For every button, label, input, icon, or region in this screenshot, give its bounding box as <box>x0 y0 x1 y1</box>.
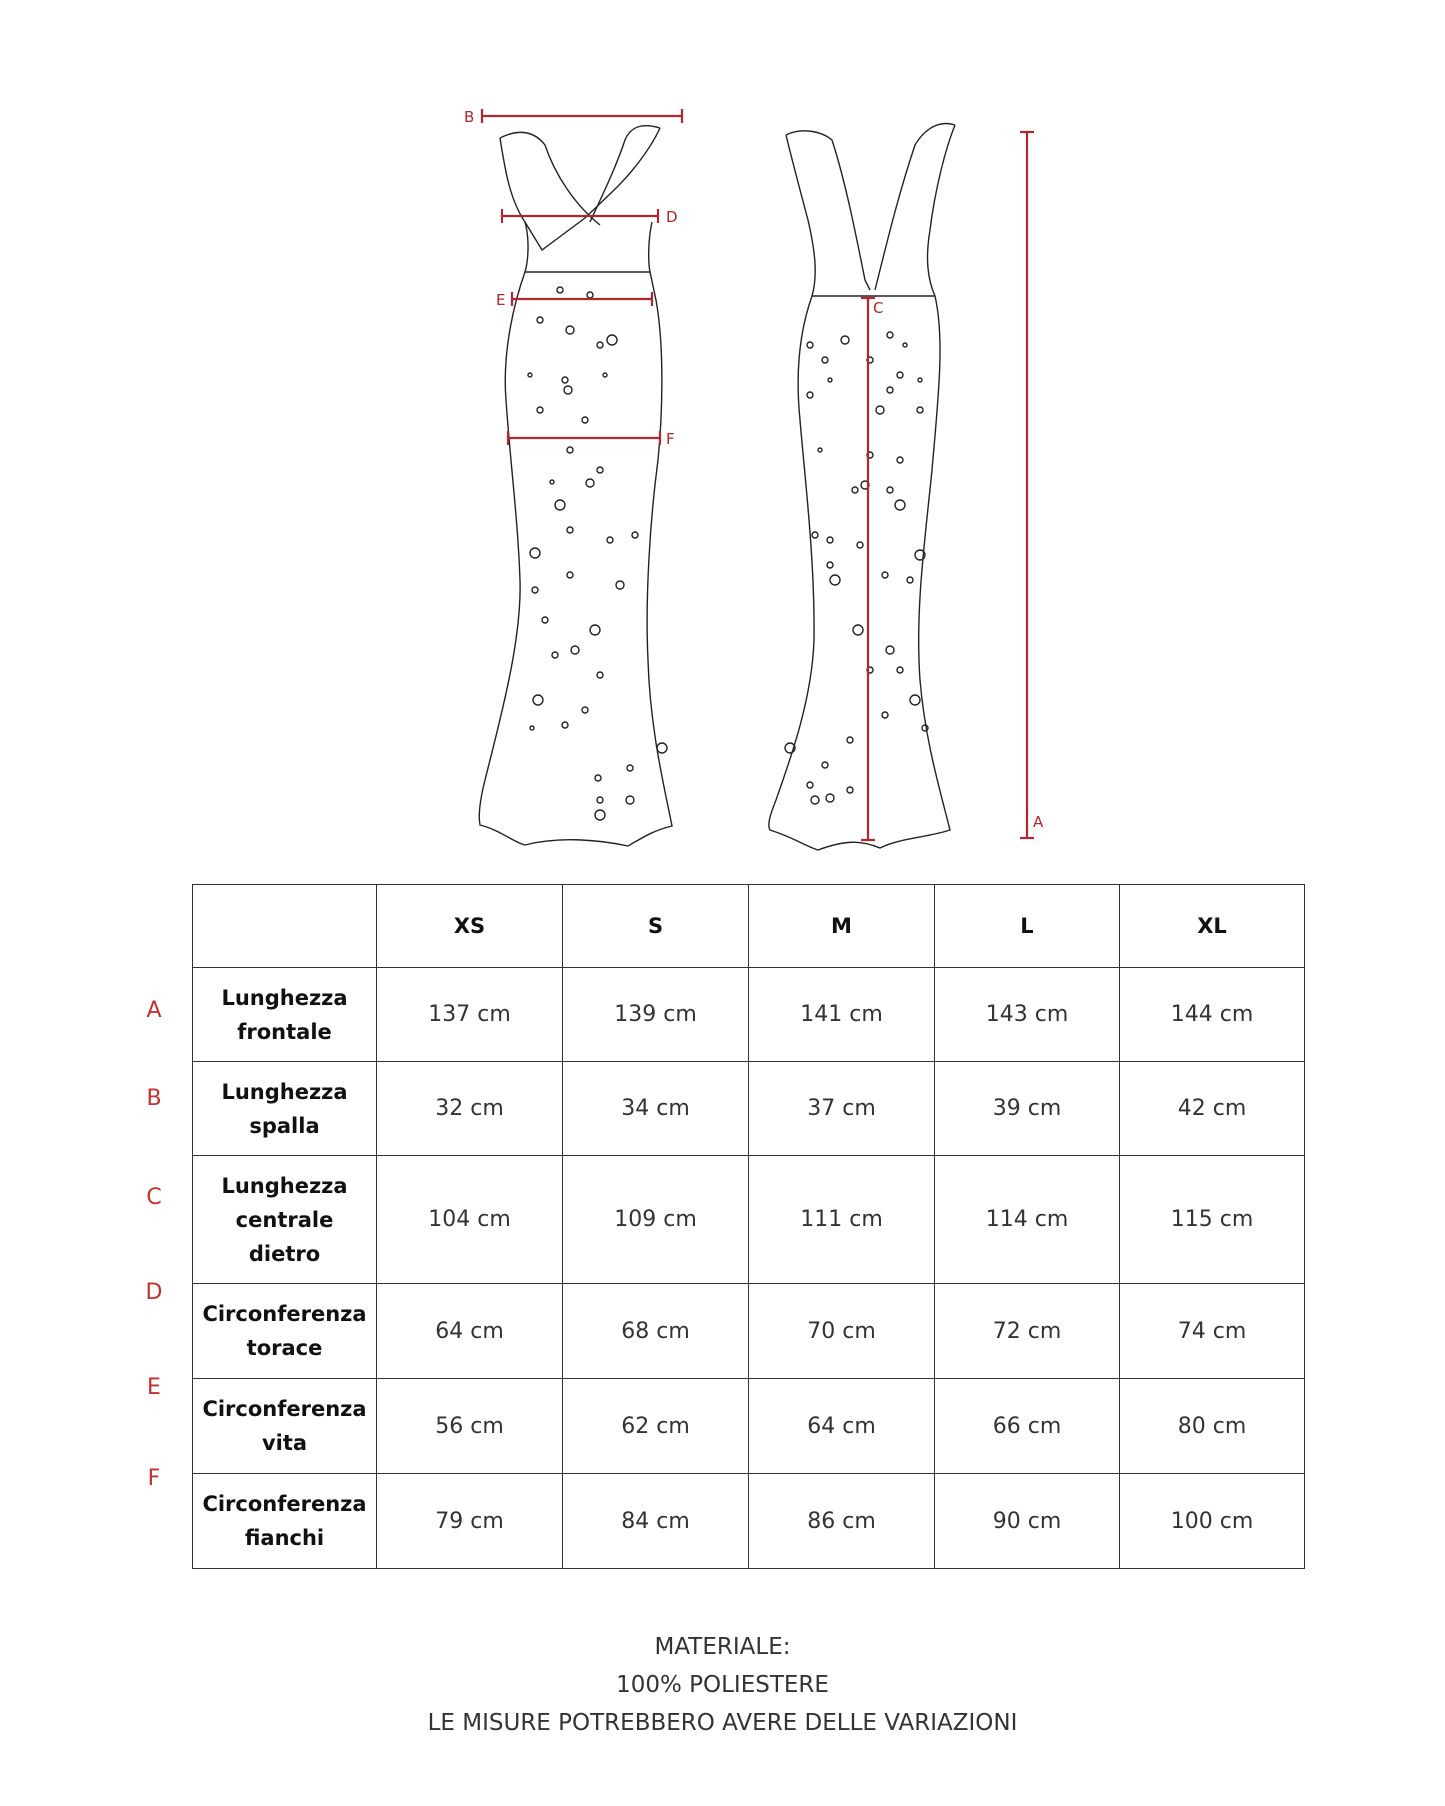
material-note <box>0 1628 1445 1742</box>
size-header: L <box>935 885 1120 968</box>
table-row <box>193 1062 1305 1156</box>
dress-front-outline <box>479 126 672 846</box>
table-cell: 37 cm <box>749 1062 935 1156</box>
table-cell: 115 cm <box>1120 1156 1305 1284</box>
label-a: A <box>1033 813 1044 831</box>
table-cell: 74 cm <box>1120 1284 1305 1379</box>
table-cell: 104 cm <box>377 1156 563 1284</box>
table-cell: 64 cm <box>377 1284 563 1379</box>
size-header: XS <box>377 885 563 968</box>
table-cell: 100 cm <box>1120 1474 1305 1569</box>
table-cell: 141 cm <box>749 968 935 1062</box>
table-row <box>193 1156 1305 1284</box>
size-header: S <box>563 885 749 968</box>
table-cell: 111 cm <box>749 1156 935 1284</box>
table-cell: 72 cm <box>935 1284 1120 1379</box>
row-marker-a: A <box>146 998 162 1023</box>
table-cell: 86 cm <box>749 1474 935 1569</box>
table-cell: 68 cm <box>563 1284 749 1379</box>
row-marker-b: B <box>146 1086 162 1111</box>
size-header: XL <box>1120 885 1305 968</box>
table-cell: 90 cm <box>935 1474 1120 1569</box>
table-header-row <box>193 885 1305 968</box>
row-label: Lunghezza centrale dietro <box>193 1156 377 1284</box>
size-chart-table <box>192 884 1305 1569</box>
label-d: D <box>666 208 678 226</box>
table-row <box>193 1284 1305 1379</box>
table-cell: 143 cm <box>935 968 1120 1062</box>
row-label: Circonferenza vita <box>193 1379 377 1474</box>
table-cell: 114 cm <box>935 1156 1120 1284</box>
row-marker-e: E <box>147 1375 161 1400</box>
table-cell: 66 cm <box>935 1379 1120 1474</box>
table-cell: 139 cm <box>563 968 749 1062</box>
row-marker-c: C <box>146 1185 162 1210</box>
table-cell: 39 cm <box>935 1062 1120 1156</box>
table-cell: 32 cm <box>377 1062 563 1156</box>
table-row <box>193 968 1305 1062</box>
measurement-disclaimer: LE MISURE POTREBBERO AVERE DELLE VARIAZIONI <box>427 1710 1018 1736</box>
dress-back-outline <box>769 124 955 850</box>
table-cell: 64 cm <box>749 1379 935 1474</box>
dress-diagram <box>0 0 1445 880</box>
table-row <box>193 1474 1305 1569</box>
table-cell: 42 cm <box>1120 1062 1305 1156</box>
label-e: E <box>496 291 506 309</box>
table-cell: 80 cm <box>1120 1379 1305 1474</box>
table-cell: 79 cm <box>377 1474 563 1569</box>
table-cell: 144 cm <box>1120 968 1305 1062</box>
material-heading: MATERIALE: <box>654 1634 791 1660</box>
table-cell: 56 cm <box>377 1379 563 1474</box>
table-cell: 137 cm <box>377 968 563 1062</box>
table-cell: 62 cm <box>563 1379 749 1474</box>
size-header: M <box>749 885 935 968</box>
table-cell: 109 cm <box>563 1156 749 1284</box>
row-label: Circonferenza fianchi <box>193 1474 377 1569</box>
label-b: B <box>464 108 475 126</box>
row-label: Lunghezza frontale <box>193 968 377 1062</box>
measure-lines <box>482 109 1034 840</box>
row-label: Circonferenza torace <box>193 1284 377 1379</box>
label-f: F <box>666 430 675 448</box>
label-c: C <box>873 299 884 317</box>
table-row <box>193 1379 1305 1474</box>
table-cell: 70 cm <box>749 1284 935 1379</box>
row-label: Lunghezza spalla <box>193 1062 377 1156</box>
header-corner-cell <box>193 885 377 968</box>
table-cell: 84 cm <box>563 1474 749 1569</box>
row-marker-f: F <box>147 1466 161 1491</box>
material-composition: 100% POLIESTERE <box>616 1672 829 1698</box>
row-marker-d: D <box>145 1280 163 1305</box>
table-cell: 34 cm <box>563 1062 749 1156</box>
